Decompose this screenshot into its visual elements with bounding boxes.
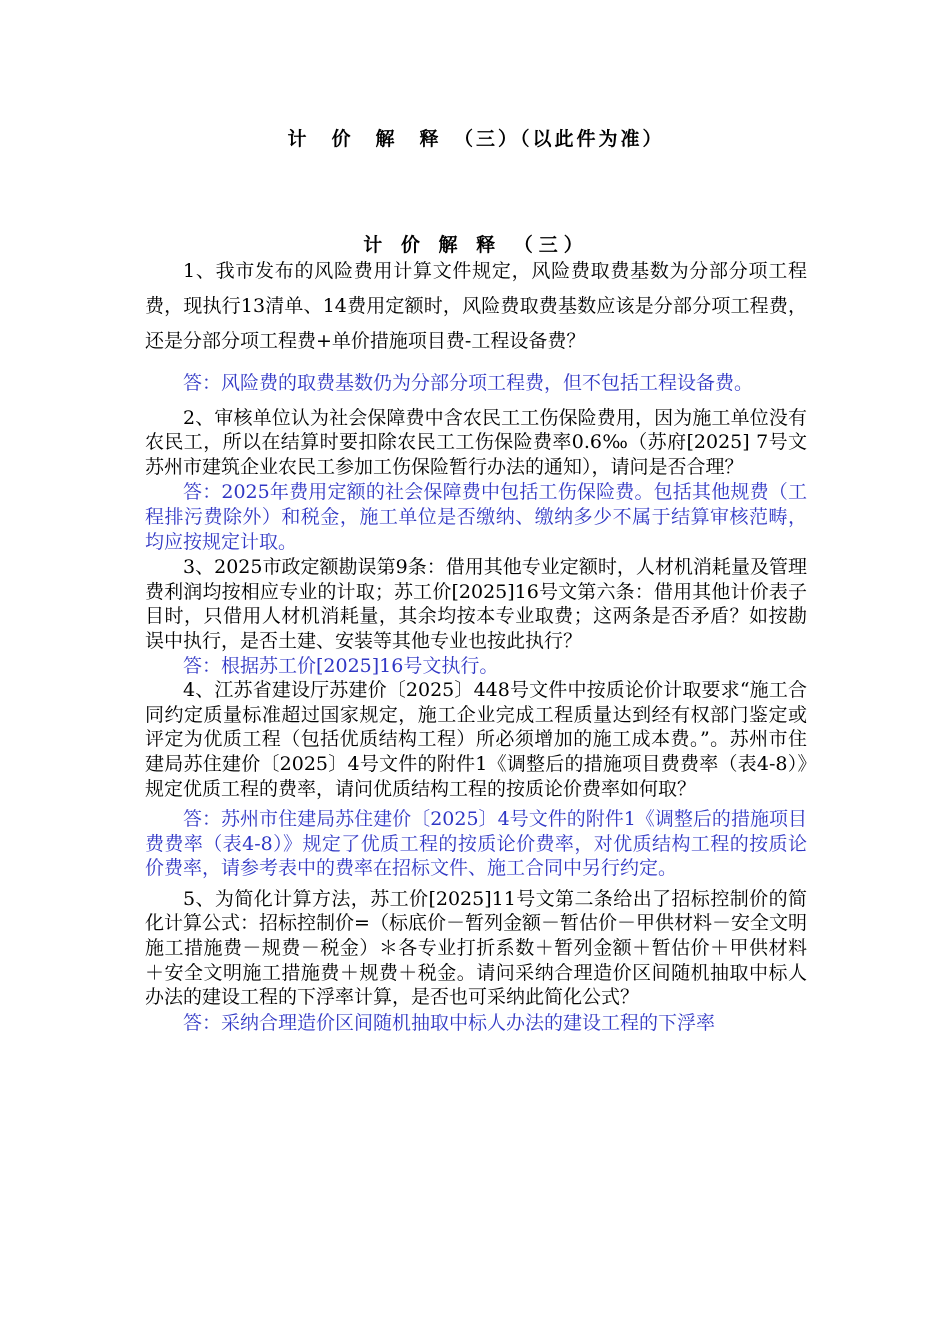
- question-5: 5、为简化计算方法，苏工价[2025]11号文第二条给出了招标控制价的简化计算公式：招标控制价=（标底价－暂列金额－暂估价－甲供材料－安全文明施工措施费－规费－税金）＊各专业打折系数＋暂列金额＋暂估价＋甲供材料＋安全文明施工措施费＋规费＋税金。请问采纳合理造价区间随机抽取中标人办法的建设工程的下浮率计算，是否也可采纳此简化公式？: [145, 887, 807, 1009]
- answer-2: 答：2025年费用定额的社会保障费中包括工伤保险费。包括其他规费（工程排污费除外）和税金，施工单位是否缴纳、缴纳多少不属于结算审核范畴，均应按规定计取。: [145, 481, 807, 553]
- document-body: [145, 254, 807, 1035]
- document-sub-title: 计 价 解 释 （三）: [363, 234, 589, 256]
- question-2: 2、审核单位认为社会保障费中含农民工工伤保险费用，因为施工单位没有农民工，所以在结算时要扣除农民工工伤保险费率0.6‰（苏府[2025] 7号文 苏州市建筑企业农民工参加工伤保险暂行办法的通知），请问是否合理？: [145, 406, 807, 478]
- answer-5: 答：采纳合理造价区间随机抽取中标人办法的建设工程的下浮率: [183, 1011, 716, 1034]
- answer-3: 答：根据苏工价[2025]16号文执行。: [183, 654, 499, 677]
- answer-1: 答：风险费的取费基数仍为分部分项工程费，但不包括工程设备费。: [183, 372, 754, 394]
- question-3: 3、2025市政定额勘误第9条：借用其他专业定额时，人材机消耗量及管理费利润均按相应专业的计取；苏工价[2025]16号文第六条：借用其他计价表子目时，只借用人材机消耗量，其余均按本专业取费；这两条是否矛盾？如按勘误中执行，是否土建、安装等其他专业也按此执行？: [145, 556, 807, 652]
- answer-4: 答：苏州市住建局苏住建价〔2025〕4号文件的附件1《调整后的措施项目费费率（表4-8）》规定了优质工程的按质论价费率，对优质结构工程的按质论价费率，请参考表中的费率在招标文件、施工合同中另行约定。: [145, 808, 807, 880]
- question-1: 1、我市发布的风险费用计算文件规定，风险费取费基数为分部分项工程费，现执行13清单、14费用定额时，风险费取费基数应该是分部分项工程费，还是分部分项工程费+单价措施项目费-工程设备费？: [145, 260, 807, 352]
- document-main-title: 计 价 解 释 （三）（以此件为准）: [287, 128, 665, 150]
- question-4: 4、江苏省建设厅苏建价〔2025〕448号文件中按质论价计取要求“施工合同约定质量标准超过国家规定，施工企业完成工程质量达到经有权部门鉴定或评定为优质工程（包括优质结构工程）所必须增加的施工成本费。”。苏州市住建局苏住建价〔2025〕4号文件的附件1《调整后的措施项目费费率（表4-8）》规定优质工程的费率，请问优质结构工程的按质论价费率如何取？: [145, 679, 807, 800]
